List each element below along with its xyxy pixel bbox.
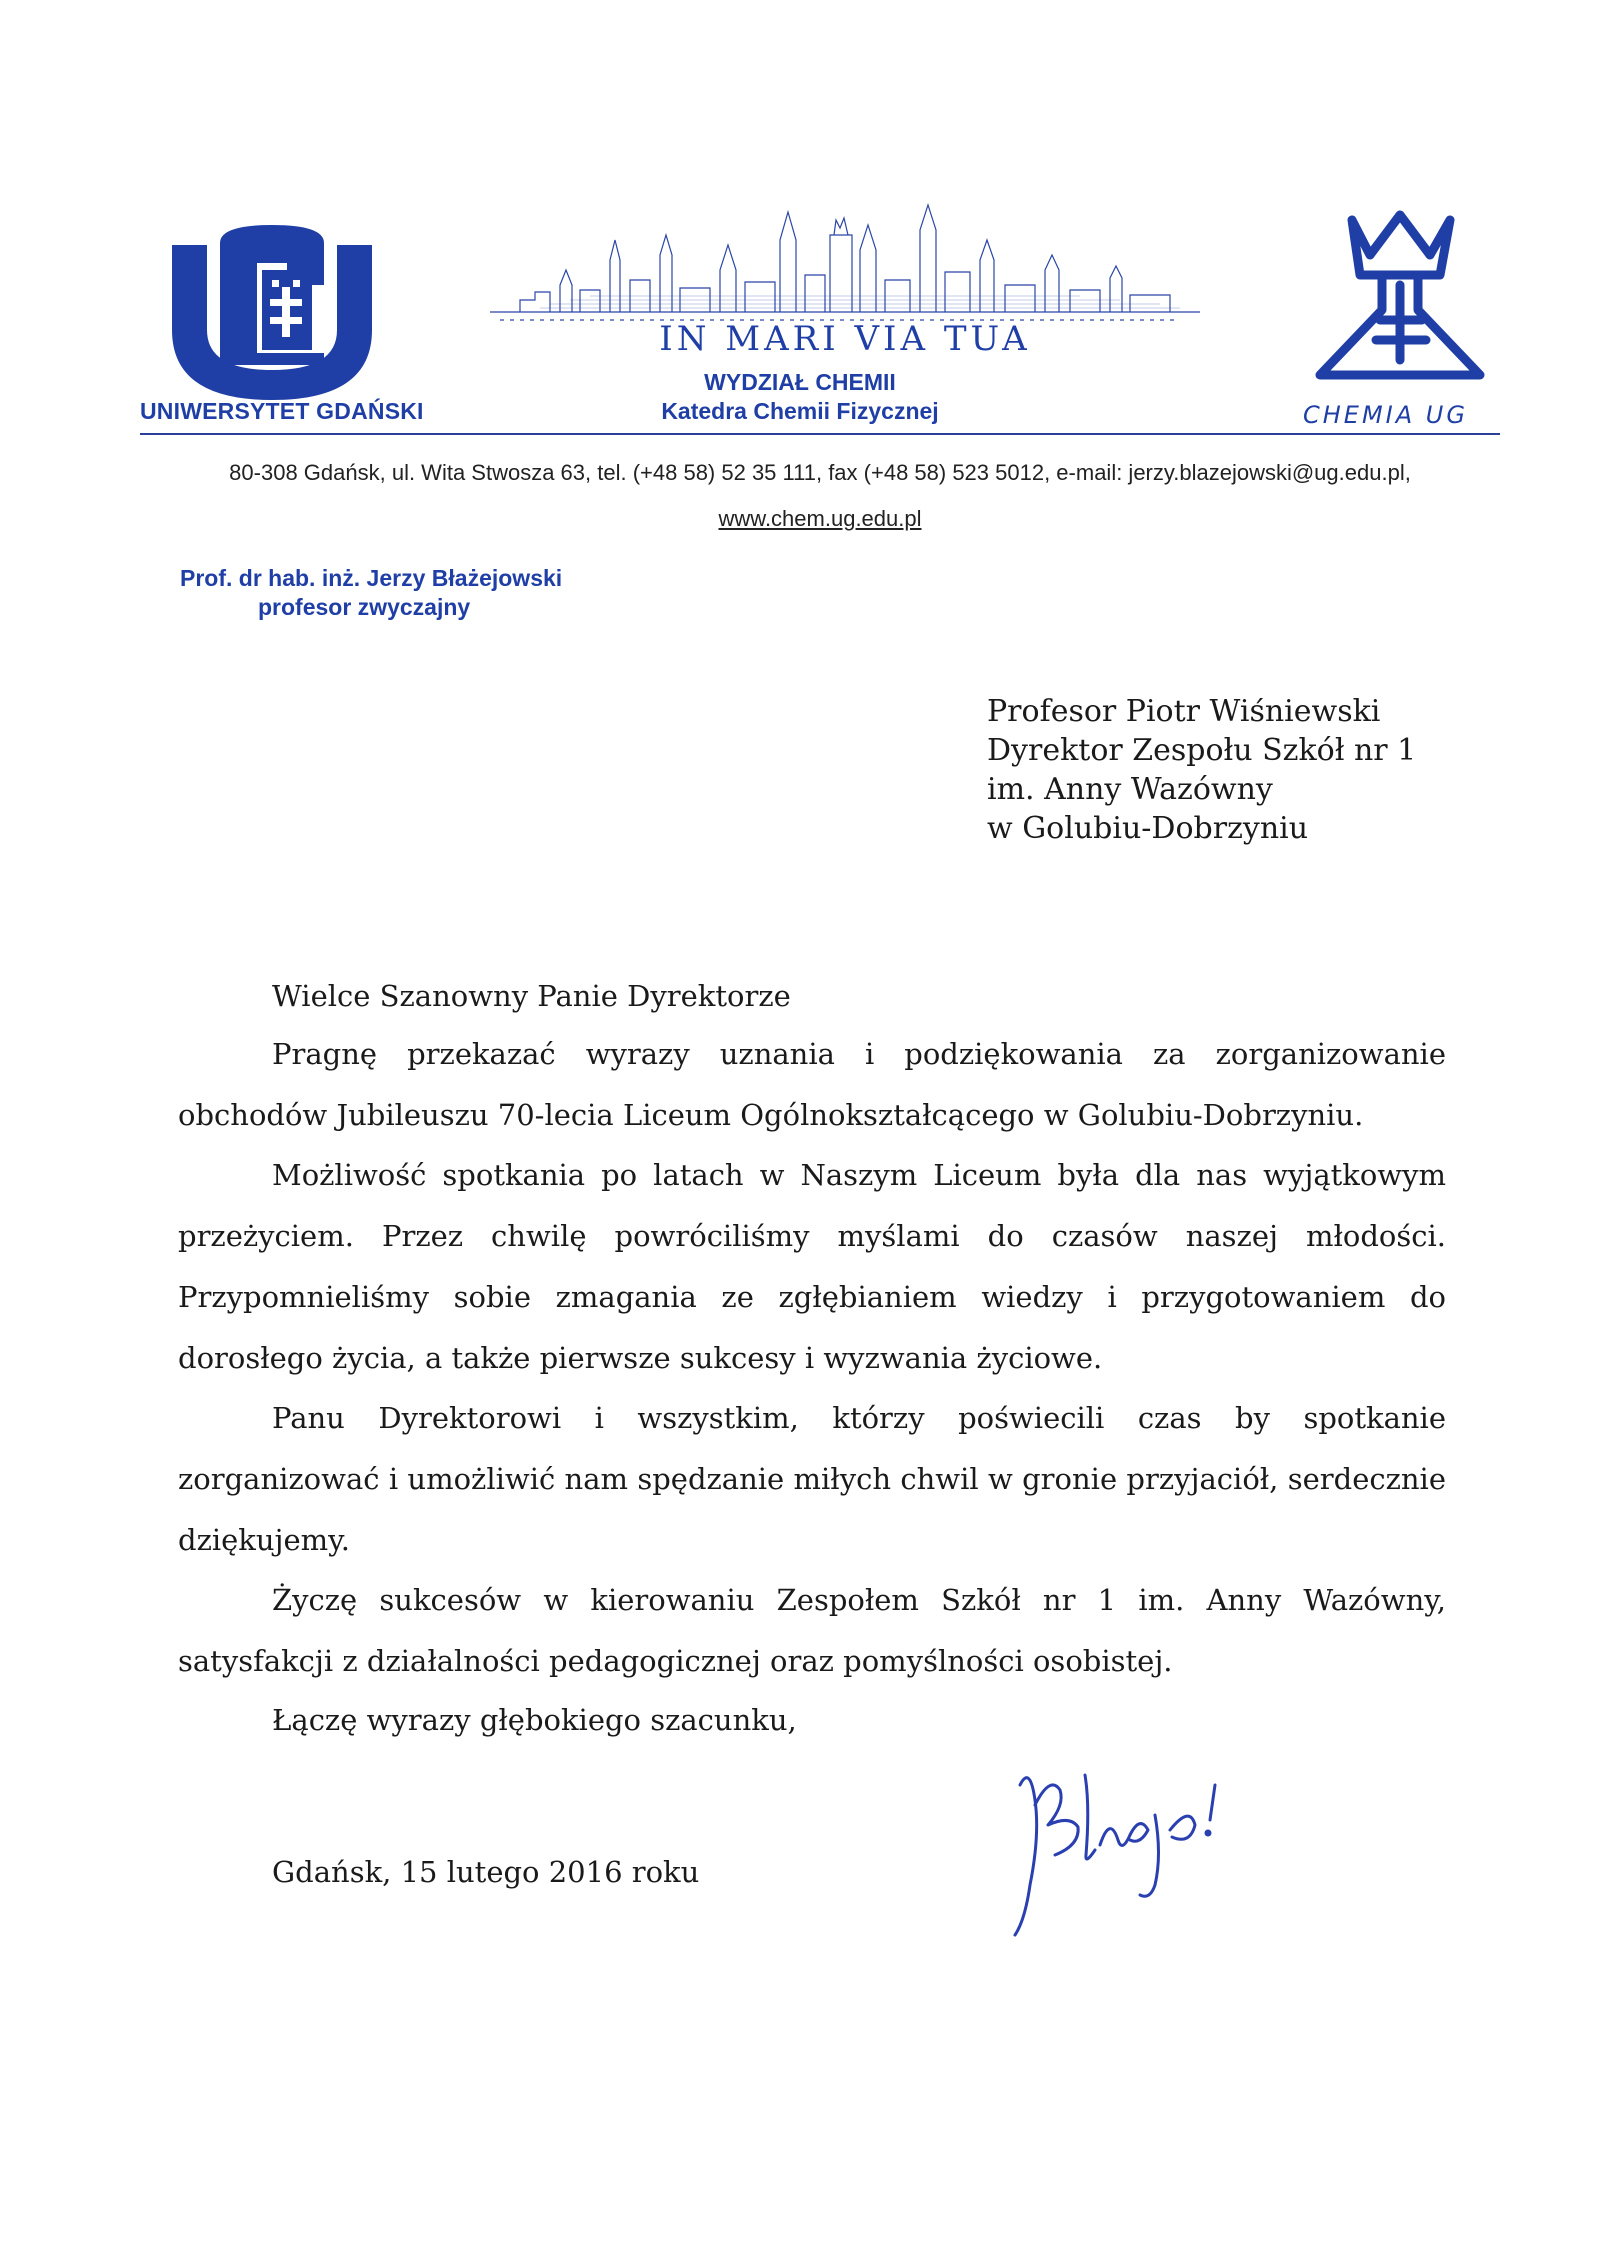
recipient-line: Profesor Piotr Wiśniewski — [987, 694, 1381, 729]
department-name: Katedra Chemii Fizycznej — [661, 398, 939, 424]
recipient-block — [987, 692, 1416, 848]
website-link-row — [140, 506, 1500, 532]
paragraph-gratitude: Panu Dyrektorowi i wszystkim, którzy poświecili czas by spotkanie zorganizować i umożliwić nam spędzanie miłych chwil w gronie przyjaciół, serdecznie dziękujemy. — [178, 1401, 1446, 1557]
ug-logo — [172, 225, 372, 405]
website-link[interactable]: www.chem.ug.edu.pl — [718, 506, 922, 531]
chemistry-logo — [1300, 200, 1500, 390]
salutation: Wielce Szanowny Panie Dyrektorze — [272, 979, 791, 1013]
recipient-line: im. Anny Wazówny — [987, 772, 1273, 807]
gdansk-panorama — [480, 200, 1210, 360]
paragraph-wishes: Życzę sukcesów w kierowaniu Zespołem Szkół nr 1 im. Anny Wazówny, satysfakcji z działalności pedagogicznej oraz pomyślności osobistej. — [178, 1583, 1446, 1678]
header-divider — [140, 433, 1500, 435]
faculty-name: WYDZIAŁ CHEMII — [704, 369, 896, 395]
motto: IN MARI VIA TUA — [659, 319, 1031, 359]
chemia-ug-logotype — [1298, 393, 1508, 431]
faculty-header — [600, 368, 1000, 426]
chemia-ug-text: CHEMIA UG — [1303, 401, 1468, 429]
paragraph-memories: Możliwość spotkania po latach w Naszym Liceum była dla nas wyjątkowym przeżyciem. Przez chwilę powróciliśmy myślami do czasów naszej młodości. Przypomnieliśmy sobie zmagania ze zgłębianiem wiedzy i przygotowaniem do dorosłego życia, a także pierwsze sukcesy i wyzwania życiowe. — [178, 1158, 1446, 1375]
sender-name: Prof. dr hab. inż. Jerzy Błażejowski — [180, 565, 563, 591]
contact-address: 80-308 Gdańsk, ul. Wita Stwosza 63, tel. (+48 58) 52 35 111, fax (+48 58) 523 5012, e-mail: jerzy.blazejowski@ug.edu.pl, — [229, 460, 1411, 485]
sender-title: profesor zwyczajny — [258, 594, 471, 620]
recipient-line: Dyrektor Zespołu Szkół nr 1 — [987, 733, 1417, 768]
handwritten-signature — [990, 1745, 1280, 1945]
closing: Łączę wyrazy głębokiego szacunku, — [272, 1703, 797, 1737]
recipient-line: w Golubiu-Dobrzyniu — [987, 811, 1309, 846]
paragraph-thanks: Pragnę przekazać wyrazy uznania i podziękowania za zorganizowanie obchodów Jubileuszu 70-lecia Liceum Ogólnokształcącego w Golubiu-Dobrzyniu. — [178, 1037, 1446, 1132]
university-name: UNIWERSYTET GDAŃSKI — [140, 398, 424, 424]
letter-date: Gdańsk, 15 lutego 2016 roku — [272, 1855, 700, 1889]
